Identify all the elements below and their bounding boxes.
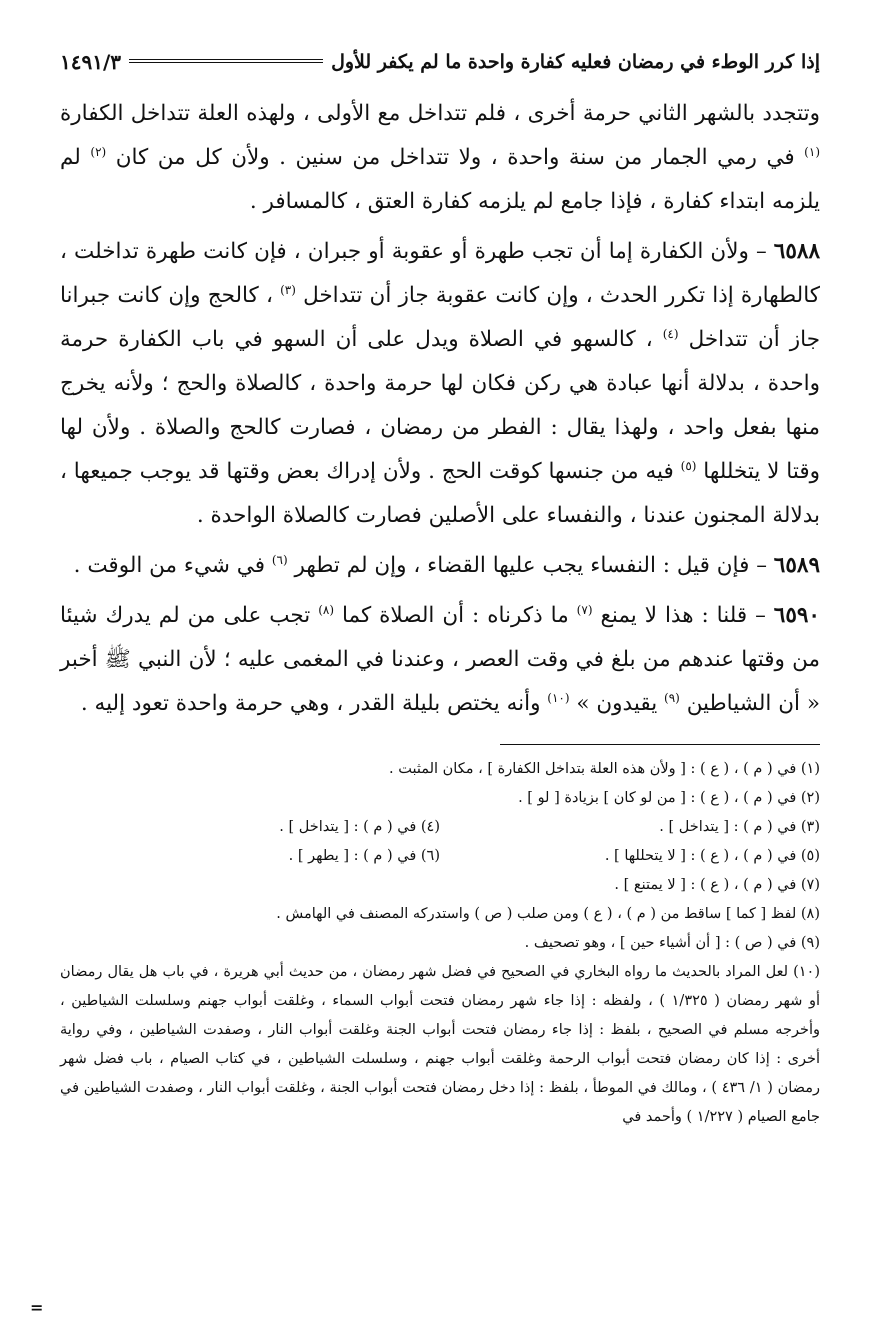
text-run: في شيء من الوقت .: [73, 553, 272, 578]
footnote-reference: (١): [804, 144, 820, 159]
footnote-8: (٨) لفظ [ كما ] ساقط من ( م ) ، ( ع ) ومن صلب ( ص ) واستدركه المصنف في الهامش .: [276, 906, 820, 922]
text-run: – فإن قيل : النفساء يجب عليها القضاء ، وإن لم تطهر: [287, 553, 774, 578]
text-run: ما ذكرناه : أن الصلاة كما: [334, 603, 577, 628]
footnote-reference: (٩): [664, 690, 680, 705]
text-run: تجب على من لم يدرك شيئا من وقتها عندهم من بلغ في وقت العصر ، وعندنا في المغمى عليه ؛ لأن النبي ﷺ أخبر « أن الشياطين: [60, 603, 820, 716]
footnote-reference: (٦): [271, 552, 288, 567]
text-run: – قلنا : هذا لا يمنع: [592, 603, 774, 628]
footnote-6: (٦) في ( م ) : [ يطهر ] .: [288, 848, 440, 864]
text-run: ، كالسهو في الصلاة ويدل على أن السهو في باب الكفارة حرمة واحدة ، بدلالة أنها عبادة هي ركن فكان لها حرمة واحدة ، كالصلاة والحج ؛ ولأنه يخرج منها بفعل واحد ، ولهذا يقال : الفطر من رمضان ، فصارت كالحج والصلاة . ولأن لها وقتا لا يتخللها: [60, 327, 820, 484]
footnote-7: (٧) في ( م ) ، ( ع ) : [ لا يمتنع ] .: [614, 877, 820, 893]
paragraph: [60, 230, 820, 538]
paragraph: [60, 92, 820, 224]
paragraph-number: ٦٥٩٠: [773, 603, 820, 628]
text-run: في رمي الجمار من سنة واحدة ، ولا تتداخل من سنين . ولأن كل من كان: [106, 145, 805, 170]
footnote-10: (١٠) لعل المراد بالحديث ما رواه البخاري في الصحيح في فضل شهر رمضان ، من حديث أبي هريرة ، في باب هل يقال رمضان أو شهر رمضان ( ١/٣٢٥ ) ، ولفظه : إذا جاء شهر رمضان فتحت أبواب السماء ، وغلقت أبواب جهنم وسلسلت الشياطين ، وأخرجه مسلم في الصحيح ، بلفظ : إذا جاء رمضان فتحت أبواب الجنة وغلقت أبواب النار ، وصفدت الشياطين ، وفي رواية أخرى : إذا كان رمضان فتحت أبواب الرحمة وغلقت أبواب جهنم ، وسلسلت الشياطين ، في كتاب الصيام ، باب فضل شهر رمضان ( ١/ ٤٣٦ ) ، ومالك في الموطأ ، بلفظ : إذا دخل رمضان فتحت أبواب الجنة ، وغلقت أبواب النار ، وصفدت الشياطين في جامع الصيام ( ١/٢٢٧ ) وأحمد في: [60, 964, 820, 1125]
text-run: ، كالحج وإن كانت جبرانا جاز أن تتداخل: [60, 283, 820, 352]
footnote-reference: (١٠): [547, 690, 570, 705]
text-run: لم يلزمه ابتداء كفارة ، فإذا جامع لم يلزمه كفارة العتق ، كالمسافر .: [60, 145, 820, 214]
text-run: – ولأن الكفارة إما أن تجب طهرة أو عقوبة أو جبران ، فإن كانت طهرة تداخلت ، كالطهارة إذا تكرر الحدث ، وإن كانت عقوبة جاز أن تتداخل: [60, 239, 821, 308]
footnote-reference: (٣): [280, 282, 296, 297]
footnote-9: (٩) في ( ص ) : [ أن أشياء حين ] ، وهو تصحيف .: [524, 935, 820, 951]
footnote-1: (١) في ( م ) ، ( ع ) : [ ولأن هذه العلة بتداخل الكفارة ] ، مكان المثبت .: [388, 761, 820, 777]
paragraph-number: ٦٥٨٩: [773, 553, 820, 578]
footnote-row-5-6: [60, 842, 820, 871]
footnote-5: (٥) في ( م ) ، ( ع ) : [ لا يتحللها ] .: [604, 848, 820, 864]
footnote-reference: (٥): [680, 458, 697, 473]
text-run: وتتجدد بالشهر الثاني حرمة أخرى ، فلم تتداخل مع الأولى ، ولهذه العلة تتداخل الكفارة: [60, 101, 820, 126]
page-number: ١٤٩١/٣: [60, 50, 122, 74]
footnotes: [60, 755, 820, 1132]
paragraph: [60, 594, 820, 726]
footnote-separator: [500, 744, 820, 745]
footnote-2: (٢) في ( م ) ، ( ع ) : [ من لو كان ] بزيادة [ لو ] .: [518, 790, 820, 806]
footnote-reference: (٤): [662, 326, 679, 341]
running-header: [60, 42, 820, 82]
header-rule: [129, 59, 323, 65]
footnote-reference: (٨): [318, 602, 335, 617]
footnote-reference: (٢): [90, 144, 107, 159]
footnote-reference: (٧): [576, 602, 593, 617]
text-run: وأنه يختص بليلة القدر ، وهي حرمة واحدة تعود إليه .: [80, 691, 548, 716]
footnote-4: (٤) في ( م ) : [ يتداخل ] .: [279, 819, 440, 835]
footnote-row-3-4: [60, 813, 820, 842]
header-title: إذا كرر الوطء في رمضان فعليه كفارة واحدة ما لم يكفر للأول: [331, 51, 820, 73]
paragraph: [60, 544, 820, 588]
main-text: [60, 92, 820, 726]
paragraph-number: ٦٥٨٨: [773, 239, 820, 264]
text-run: يقيدون »: [569, 691, 665, 716]
footnote-3: (٣) في ( م ) : [ يتداخل ] .: [659, 819, 820, 835]
book-page: [60, 42, 820, 1132]
footnote-separator-wrap: [60, 744, 820, 745]
continuation-mark: =: [30, 1298, 44, 1317]
text-run: فيه من جنسها كوقت الحج . ولأن إدراك بعض وقتها قد يوجب جميعها ، بدلالة المجنون عندنا ، والنفساء على الأصلين فصارت كالصلاة الواحدة .: [60, 459, 820, 528]
